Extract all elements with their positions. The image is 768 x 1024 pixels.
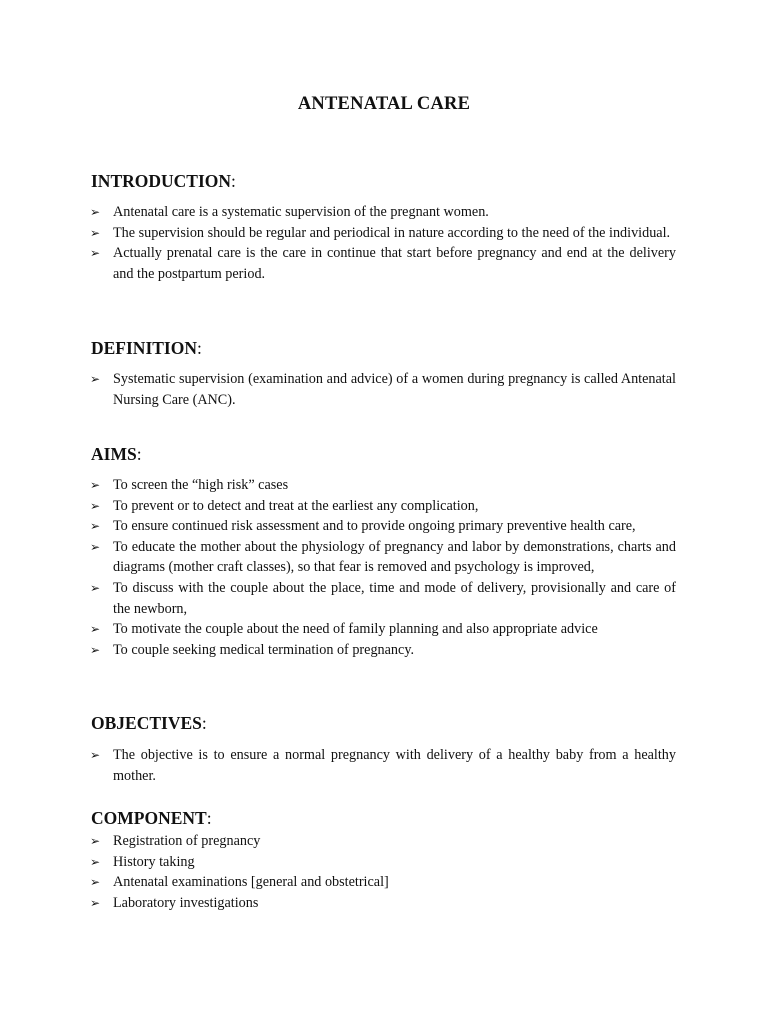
list-item-text: History taking	[113, 853, 195, 870]
list-item-text: To couple seeking medical termination of pregnancy.	[113, 641, 415, 658]
introduction-list	[90, 202, 676, 284]
list-item	[90, 893, 676, 914]
heading-text: COMPONENT	[91, 808, 207, 828]
arrowhead-bullet-icon: ➢	[90, 854, 101, 869]
arrowhead-bullet-icon: ➢	[90, 875, 101, 890]
heading-colon: :	[206, 808, 212, 828]
list-item-text: To screen the “high risk” cases	[113, 477, 289, 493]
definition-list	[90, 369, 676, 410]
list-item	[90, 475, 676, 496]
list-item-text: To discuss with the couple about the place, time and mode of delivery, provisionally and care of the newborn,	[113, 579, 676, 617]
arrowhead-bullet-icon: ➢	[90, 895, 101, 910]
heading-text: INTRODUCTION	[91, 171, 232, 191]
list-item	[90, 369, 676, 410]
heading-colon: :	[136, 444, 142, 464]
list-item-text: Registration of pregnancy	[113, 833, 261, 849]
list-item-text: Systematic supervision (examination and advice) of a women during pregnancy is called Antenatal Nursing Care (ANC).	[113, 371, 676, 408]
section-heading-objectives	[91, 712, 207, 734]
list-item	[90, 872, 676, 893]
arrowhead-bullet-icon: ➢	[90, 205, 101, 219]
objectives-list	[90, 745, 676, 786]
list-item-text: Antenatal care is a systematic supervision of the pregnant women.	[113, 204, 489, 220]
list-item-text: To educate the mother about the physiology of pregnancy and labor by demonstrations, charts and diagrams (mother craft classes), so that fear is removed and psychology is improved,	[113, 538, 676, 576]
heading-colon: :	[201, 713, 207, 733]
list-item-text: To ensure continued risk assessment and to provide ongoing primary preventive health care,	[113, 518, 636, 535]
heading-text: OBJECTIVES	[91, 713, 202, 733]
heading-text: AIMS	[91, 444, 137, 464]
arrowhead-bullet-icon: ➢	[90, 748, 101, 762]
arrowhead-bullet-icon: ➢	[90, 642, 101, 657]
aims-list	[90, 475, 676, 660]
list-item-text: To motivate the couple about the need of family planning and also appropriate advice	[113, 621, 598, 638]
list-item-text: Antenatal examinations [general and obstetrical]	[113, 874, 389, 891]
arrowhead-bullet-icon: ➢	[90, 539, 101, 554]
section-heading-definition	[91, 337, 202, 359]
arrowhead-bullet-icon: ➢	[90, 519, 101, 534]
list-item	[90, 496, 676, 517]
arrowhead-bullet-icon: ➢	[90, 498, 101, 513]
list-item-text: Actually prenatal care is the care in continue that start before pregnancy and end at the delivery and the postpartum period.	[113, 245, 676, 282]
document-title: ANTENATAL CARE	[297, 94, 471, 114]
section-heading-aims	[91, 443, 142, 465]
list-item	[90, 223, 676, 244]
section-heading-component	[91, 807, 212, 829]
heading-colon: :	[231, 171, 236, 191]
arrowhead-bullet-icon: ➢	[90, 834, 101, 848]
section-heading-introduction	[91, 170, 236, 192]
arrowhead-bullet-icon: ➢	[90, 580, 101, 595]
list-item	[90, 537, 676, 578]
component-list	[90, 831, 676, 913]
list-item-text: The objective is to ensure a normal pregnancy with delivery of a healthy baby from a healthy mother.	[113, 747, 676, 784]
list-item	[90, 202, 676, 223]
arrowhead-bullet-icon: ➢	[90, 246, 101, 261]
list-item-text: Laboratory investigations	[113, 894, 259, 911]
list-item	[90, 831, 676, 852]
arrowhead-bullet-icon: ➢	[90, 622, 101, 637]
list-item	[90, 516, 676, 537]
list-item	[90, 243, 676, 284]
list-item	[90, 745, 676, 786]
list-item-text: To prevent or to detect and treat at the earliest any complication,	[113, 497, 479, 514]
list-item-text: The supervision should be regular and periodical in nature according to the need of the individual.	[113, 224, 671, 241]
arrowhead-bullet-icon: ➢	[90, 372, 101, 386]
list-item	[90, 619, 676, 640]
list-item	[90, 578, 676, 619]
arrowhead-bullet-icon: ➢	[90, 478, 101, 492]
list-item	[90, 852, 676, 873]
heading-colon: :	[197, 338, 202, 358]
arrowhead-bullet-icon: ➢	[90, 225, 101, 240]
list-item	[90, 640, 676, 661]
heading-text: DEFINITION	[91, 338, 197, 358]
